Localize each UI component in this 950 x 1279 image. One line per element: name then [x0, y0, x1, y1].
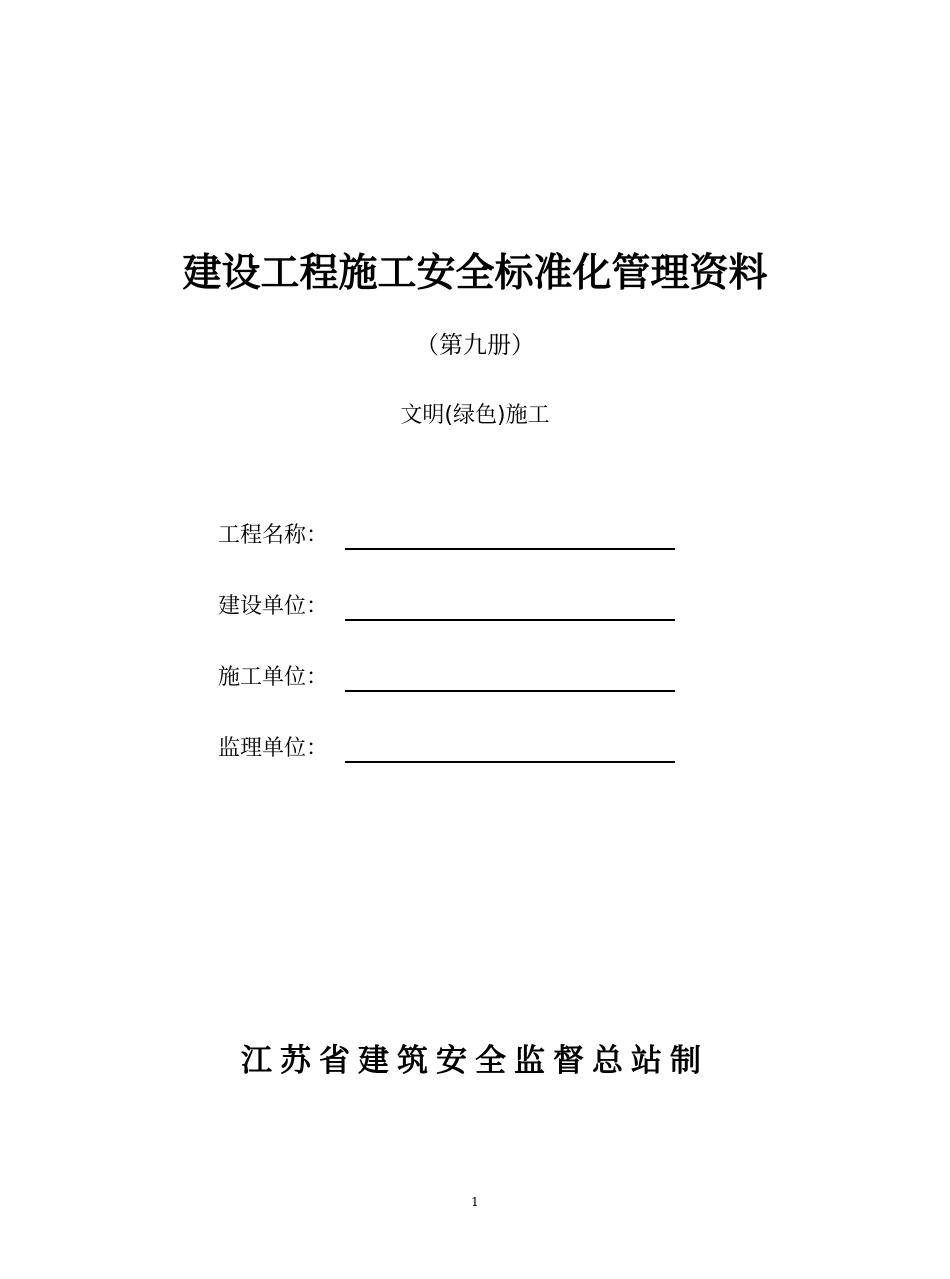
document-subtitle: 文明(绿色)施工	[400, 403, 550, 428]
field-label: 监理单位：	[218, 736, 329, 761]
volume-label: （第九册）	[415, 331, 535, 359]
field-construction-unit	[218, 591, 698, 662]
field-blank-line	[345, 548, 675, 550]
field-supervision-unit	[218, 733, 698, 804]
field-label: 施工单位：	[218, 665, 329, 690]
field-blank-line	[345, 619, 675, 621]
field-label: 建设单位：	[218, 594, 329, 619]
field-label: 工程名称：	[218, 523, 329, 548]
field-project-name	[218, 520, 698, 591]
field-blank-line	[345, 690, 675, 692]
info-fields	[218, 520, 698, 804]
field-blank-line	[345, 761, 675, 763]
field-contractor-unit	[218, 662, 698, 733]
page-number: 1	[471, 1195, 479, 1209]
document-title: 建设工程施工安全标准化管理资料	[182, 250, 768, 296]
issuer-name: 江苏省建筑安全监督总站制	[241, 1043, 709, 1079]
